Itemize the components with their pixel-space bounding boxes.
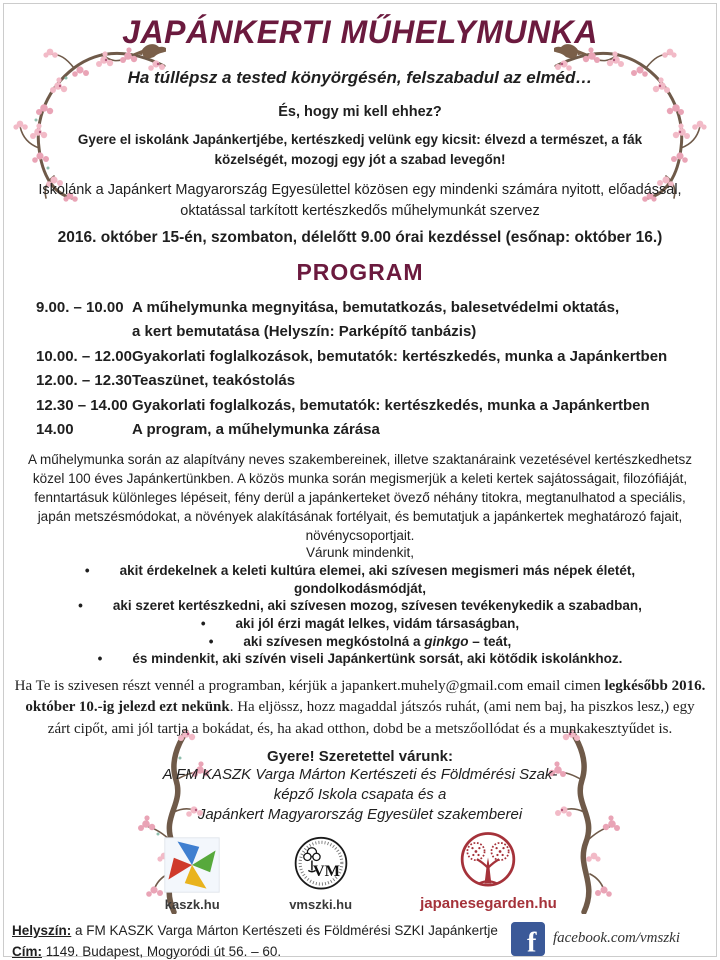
audience-bullet-list bbox=[30, 562, 690, 667]
registration-text: email cimen bbox=[523, 677, 605, 694]
schedule-activity-line: a kert bemutatása (Helyszín: Parképítő tanbázis) bbox=[132, 323, 477, 341]
schedule-row bbox=[36, 396, 700, 416]
registration-text: Ha Te is szivesen részt vennél a programban, kérjük a bbox=[14, 677, 342, 694]
question-line: És, hogy mi kell ehhez? bbox=[278, 104, 442, 120]
bullet-text-continued: gondolkodásmódját, bbox=[293, 580, 426, 596]
welcome-line: Várunk mindenkit, bbox=[305, 545, 415, 561]
address-label: Cím: bbox=[12, 943, 42, 959]
schedule-activity: Gyakorlati foglalkozások, bemutatók: kertészkedés, munka a Japánkertben bbox=[132, 347, 668, 365]
event-date-line: 2016. október 15-én, szombaton, délelőtt 9.00 órai kezdéssel (esőnap: október 16.) bbox=[57, 228, 663, 246]
schedule-row bbox=[36, 298, 700, 342]
vmszki-link[interactable]: vmszki.hu bbox=[289, 896, 353, 912]
japanesegarden-logo-block bbox=[420, 830, 557, 912]
facebook-block bbox=[511, 922, 680, 956]
ginkgo-italic: ginkgo bbox=[424, 633, 469, 649]
list-item bbox=[30, 650, 690, 668]
program-schedule bbox=[36, 298, 700, 440]
bullet-icon: • bbox=[84, 563, 90, 579]
quote-line: Ha túllépsz a tested könyörgésén, felszabadul az elméd… bbox=[127, 68, 593, 87]
bullet-text: aki szívesen megkóstolná a ginkgo – teát, bbox=[243, 633, 512, 649]
bullet-icon: • bbox=[208, 633, 214, 649]
closing-line: A FM KASZK Varga Márton Kertészeti és Földmérési Szak- bbox=[162, 765, 558, 783]
footer-contact bbox=[12, 920, 498, 960]
vmszki-logo-block bbox=[289, 836, 352, 912]
bullet-text: aki jól érzi magát lelkes, vidám társaságban, bbox=[235, 615, 520, 631]
workshop-description: A műhelymunka során az alapítvány neves szakembereinek, illetve szaktanáraink vezetésével kertészkedhetsz közel 100 éves Japánkertünkben. A közös munka során megismerjük a keleti kertek sajátosságait, filozófiáját, fenntartásuk különleges lépéseit, fény derül a japánkerteket övező néhány titokra, megtanulhatod a speciális, japán metszésmódokat, a növények alakításának fortélyait, és bemutatjuk a japánkertek meghatározó fajait, növénycsoportjait. bbox=[27, 451, 693, 544]
program-heading: PROGRAM bbox=[296, 258, 424, 285]
location-line bbox=[12, 920, 498, 941]
closing-line: Japánkert Magyarország Egyesület szakemberei bbox=[197, 805, 523, 823]
schedule-time: 14.00 bbox=[36, 421, 74, 439]
schedule-activity: Teaszünet, teakóstolás bbox=[132, 372, 296, 390]
registration-paragraph bbox=[14, 676, 706, 741]
bullet-icon: • bbox=[78, 598, 83, 614]
address-value: 1149. Budapest, Mogyoródi út 56. – 60. bbox=[42, 943, 282, 959]
email-address[interactable]: japankert.muhely@gmail.com bbox=[341, 677, 524, 694]
list-item bbox=[30, 633, 690, 651]
registration-text: . Ha eljössz, hozz magaddal játszós ruhát, (ami nem baj, ha piszkos lesz,) egy zárt cipőt, ami jól tartja a bokádat, és, ha akad otthon, dobd be a metszőollódat és a munkakesztyűdet is. bbox=[47, 699, 695, 738]
schedule-row bbox=[36, 347, 700, 367]
schedule-activity: A program, a műhelymunka zárása bbox=[132, 421, 380, 439]
invite-paragraph: Gyere el iskolánk Japánkertjébe, kertészkedj velünk egy kicsit: élvezd a természet, a fák közelségét, mozogj egy jót a szabad levegőn! bbox=[77, 132, 643, 168]
schedule-time: 9.00. – 10.00 bbox=[36, 298, 124, 316]
facebook-link[interactable]: facebook.com/vmszki bbox=[552, 930, 680, 947]
location-label: Helyszín: bbox=[12, 922, 72, 938]
bullet-icon: • bbox=[200, 615, 206, 631]
bullet-text: és mindenkit, aki szívén viseli Japánkertünk sorsát, aki kötődik iskolánkhoz. bbox=[132, 651, 623, 667]
footer bbox=[12, 920, 708, 960]
svg-text:f: f bbox=[527, 927, 537, 956]
bullet-icon: • bbox=[97, 651, 103, 667]
schedule-time: 12.30 – 14.00 bbox=[36, 396, 128, 414]
page-title: JAPÁNKERTI MŰHELYMUNKA bbox=[122, 14, 598, 50]
location-value: a FM KASZK Varga Márton Kertészeti és Földmérési SZKI Japánkertje bbox=[71, 922, 498, 938]
list-item bbox=[30, 615, 690, 633]
list-item bbox=[30, 562, 690, 580]
japanesegarden-tree-icon bbox=[455, 830, 521, 892]
kaszk-logo-block bbox=[163, 836, 221, 912]
kaszk-link[interactable]: kaszk.hu bbox=[164, 896, 220, 912]
schedule-time: 10.00. – 12.00 bbox=[36, 347, 132, 365]
vmszki-seal-icon bbox=[292, 836, 350, 894]
japanesegarden-link[interactable]: japanesegarden.hu bbox=[420, 894, 557, 912]
schedule-row bbox=[36, 420, 700, 440]
kaszk-pinwheel-icon bbox=[163, 836, 221, 894]
bullet-text: aki szeret kertészkedni, aki szívesen mozog, szívesen tevékenykedik a szabadban, bbox=[112, 598, 642, 614]
partner-logos-row bbox=[0, 830, 720, 912]
vm-monogram: VM bbox=[312, 860, 340, 880]
schedule-activity-line: A műhelymunka megnyitása, bemutatkozás, balesetvédelmi oktatás, bbox=[132, 298, 620, 316]
intro-paragraph: Iskolánk a Japánkert Magyarország Egyesülettel közösen egy mindenki számára nyitott, előadással, oktatással tarkított kertészkedős műhelymunkát szervez bbox=[38, 181, 682, 219]
registration-deadline: legkésőbb 2016. október 10.-ig jelezd ezt nekünk bbox=[25, 677, 706, 716]
address-line bbox=[12, 941, 498, 960]
schedule-time: 12.00. – 12.30 bbox=[36, 372, 132, 390]
list-item bbox=[30, 597, 690, 615]
schedule-row bbox=[36, 371, 700, 391]
schedule-activity bbox=[132, 298, 700, 342]
closing-heading: Gyere! Szeretettel várunk: bbox=[267, 747, 453, 765]
bullet-text: akit érdekelnek a keleti kultúra elemei, aki szívesen megismeri más népek életét, bbox=[119, 563, 636, 579]
closing-line: képző Iskola csapata és a bbox=[273, 785, 447, 803]
schedule-activity: Gyakorlati foglalkozás, bemutatók: kertészkedés, munka a Japánkertben bbox=[132, 396, 650, 414]
facebook-icon[interactable] bbox=[511, 922, 545, 956]
